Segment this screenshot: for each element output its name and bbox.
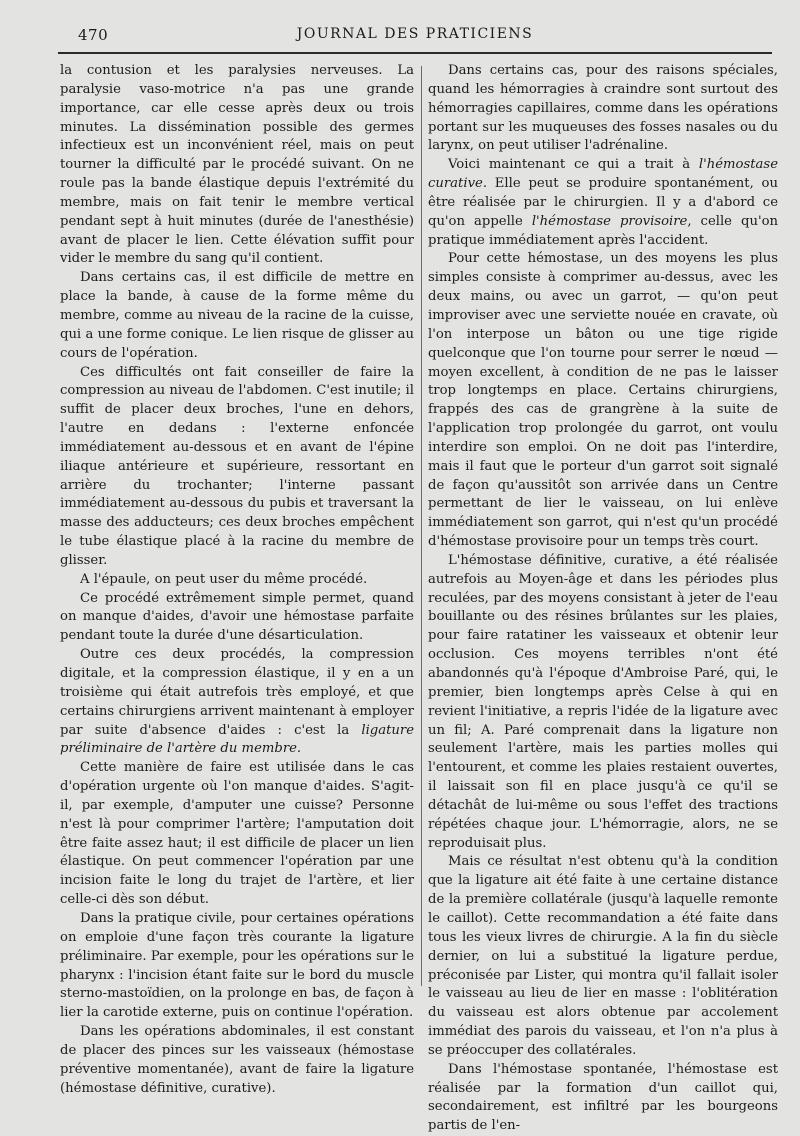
paragraph [60, 646, 414, 759]
paragraph: Dans les opérations abdominales, il est constant de placer des pinces sur les vaisseaux (hémostase préventive momentanée), avant de faire la ligature (hémostase définitive, curative). [60, 1024, 414, 1096]
paragraph: Mais ce résultat n'est obtenu qu'à la condition que la ligature ait été faite à une certaine distance de la première collatérale (jusqu'à laquelle remonte le caillot). Cette recommandation a été faite dans tous les vieux livres de chirurgie. A la fin du siècle dernier, on lui a substitué la ligature perdue, préconisée par Lister, qui montra qu'il fallait isoler le vaisseau au lieu de lier en masse : l'oblitération du vaisseau est alors obtenue par accolement immédiat des parois du vaisseau, et l'on n'a plus à se préoccuper des collatérales. [428, 854, 778, 1058]
italic-term: ligature préliminaire de l'artère du membre. [60, 722, 414, 757]
paragraph: Cette manière de faire est utilisée dans le cas d'opération urgente où l'on manque d'aides. S'agit-il, par exemple, d'amputer une cuisse? Personne n'est là pour comprimer l'artère; l'amputation doit être faite assez haut; il est difficile de placer un lien élastique. On peut commencer l'opération par une incision faite le long du trajet de l'artère, et lier celle-ci dès son début. [60, 760, 414, 908]
paragraph-text: Voici maintenant ce qui a trait à [448, 157, 699, 173]
header-rule [58, 52, 772, 54]
paragraph: Ces difficultés ont fait conseiller de faire la compression au niveau de l'abdomen. C'est inutile; il suffit de placer deux broches, l'une en dehors, l'autre en dedans : l'externe enfoncée immédiatement au-dessous et en avant de l'épine iliaque antérieure et supérieure, ressortant en arrière du trochanter; l'interne passant immédiatement au-dessous du pubis et traversant la masse des adducteurs; ces deux broches empêchent le tube élastique placé à la racine du membre de glisser. [60, 364, 414, 568]
left-column [60, 62, 414, 1098]
column-divider [421, 66, 422, 986]
page-number: 470 [78, 26, 109, 44]
right-column [428, 62, 778, 1136]
paragraph-text: , celle qu'on pratique immédiatement après l'accident. [428, 213, 779, 248]
paragraph: Dans l'hémostase spontanée, l'hémostase est réalisée par la formation d'un caillot qui, secondairement, est infiltré par les bourgeons partis de l'en- [428, 1061, 778, 1134]
paragraph: Pour cette hémostase, un des moyens les plus simples consiste à comprimer au-dessus, avec les deux mains, ou avec un garrot, — qu'on peut improviser avec une serviette nouée en cravate, où l'on interpose un bâton ou une tige rigide quelconque que l'on tourne pour serrer le nœud — moyen excellent, à condition de ne pas le laisser trop longtemps en place. Certains chirurgiens, frappés des cas de grangrène à la suite de l'application trop prolongée du garrot, ont voulu interdire son emploi. On ne doit pas l'interdire, mais il faut que le porteur d'un garrot soit signalé de façon qu'aussitôt son arrivée dans un Centre permettant de lier le vaisseau, on lui enlève immédiatement son garrot, qui n'est qu'un procédé d'hémostase provisoire pour un temps très court. [428, 251, 778, 550]
paragraph: Dans certains cas, pour des raisons spéciales, quand les hémorragies à craindre sont surtout des hémorragies capillaires, comme dans les opérations portant sur les muqueuses des fosses nasales ou du larynx, on peut utiliser l'adrénaline. [428, 63, 778, 154]
paragraph-text: . Elle peut se produire spontanément, ou être réalisée par le chirurgien. Il y a d'abord ce qu'on appelle [428, 176, 778, 229]
paragraph: A l'épaule, on peut user du même procédé. [80, 571, 368, 587]
italic-term: l'hémostase curative [428, 157, 778, 192]
paragraph: Dans certains cas, il est difficile de mettre en place la bande, à cause de la forme même du membre, comme au niveau de la racine de la cuisse, qui a une forme conique. Le lien risque de glisser au cours de l'opération. [60, 270, 414, 361]
paragraph: la contusion et les paralysies nerveuses. La paralysie vaso-motrice n'a pas une grande importance, car elle cesse après deux ou trois minutes. La dissémination possible des germes infectieux est un inconvénient réel, mais on peut tourner la difficulté par le procédé suivant. On ne roule pas la bande élastique depuis l'extrémité du membre, mais on fait tenir le membre vertical pendant sept à huit minutes (durée de l'anesthésie) avant de placer le lien. Cette élévation suffit pour vider le membre du sang qu'il contient. [60, 63, 414, 267]
italic-term: l'hémostase provisoire [531, 213, 688, 229]
running-title: JOURNAL DES PRATICIENS [296, 26, 534, 42]
paragraph: Dans la pratique civile, pour certaines opérations on emploie d'une façon très courante la ligature préliminaire. Par exemple, pour les opérations sur le pharynx : l'incision étant faite sur le bord du muscle sterno-mastoïdien, on la prolonge en bas, de façon à lier la carotide externe, puis on continue l'opération. [60, 910, 414, 1021]
paragraph-text: Outre ces deux procédés, la compression digitale, et la compression élastique, il y en a un troisième qui était autrefois très employé, et que certains chirurgiens arrivent maintenant à employer par suite d'absence d'aides : c'est la [60, 647, 414, 738]
paragraph [428, 156, 778, 250]
paragraph: Ce procédé extrêmement simple permet, quand on manque d'aides, d'avoir une hémostase parfaite pendant toute la durée d'une désarticulation. [60, 590, 414, 644]
paragraph: L'hémostase définitive, curative, a été réalisée autrefois au Moyen-âge et dans les périodes plus reculées, par des moyens consistant à jeter de l'eau bouillante ou des résines brûlantes sur les plaies, pour faire ratatiner les vaisseaux et obtenir leur occlusion. Ces moyens terribles n'ont été abandonnés qu'à l'époque d'Ambroise Paré, qui, le premier, bien longtemps après Celse à qui en revient l'initiative, a repris l'idée de la ligature avec un fil; A. Paré comprenait dans la ligature non seulement l'artère, mais les parties molles qui l'entourent, et comme les plaies restaient ouvertes, il laissait son fil en place jusqu'à ce qu'il se détachât de lui-même ou sous l'effet des tractions répétées chaque jour. L'hémorragie, alors, ne se reproduisait plus. [428, 552, 778, 851]
page-header [58, 22, 772, 48]
